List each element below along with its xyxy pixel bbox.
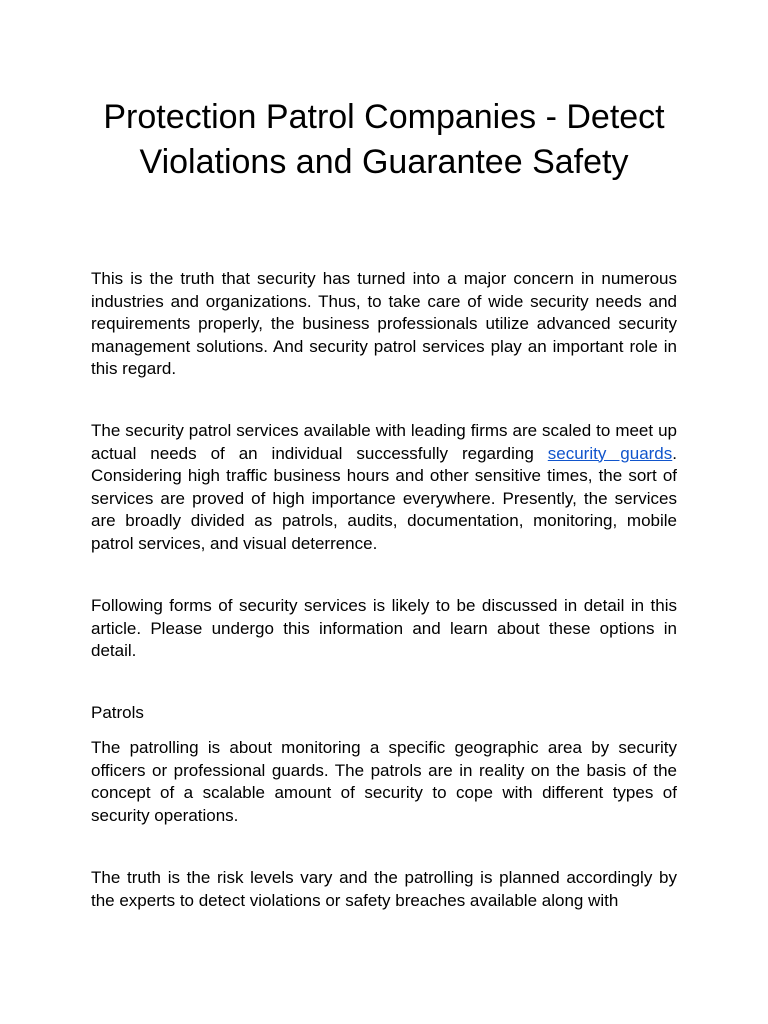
paragraph-intro: This is the truth that security has turned into a major concern in numerous industries and organizations. Thus, to take care of wide security needs and requirements properly, the business professionals utilize advanced security management solutions. And security patrol services play an important role in this regard.: [91, 269, 677, 378]
paragraph-forms: Following forms of security services is likely to be discussed in detail in this article. Please undergo this information and learn about these options in detail.: [91, 596, 677, 660]
paragraph-services-text-after: . Considering high traffic business hours and other sensitive times, the sort of services are proved of high importance everywhere. Presently, the services are broadly divided as patrols, audits, documentation, monitoring, mobile patrol services, and visual deterrence.: [91, 443, 677, 553]
paragraph-risk-levels: The truth is the risk levels vary and the patrolling is planned accordingly by the experts to detect violations or safety breaches available along with: [91, 868, 677, 910]
section-heading-patrols: Patrols: [91, 703, 144, 722]
security-guards-link[interactable]: security guards: [547, 443, 673, 463]
paragraph-patrolling: The patrolling is about monitoring a specific geographic area by security officers or professional guards. The patrols are in reality on the basis of the concept of a scalable amount of security to cope with different types of security operations.: [91, 738, 677, 825]
document-title: Protection Patrol Companies - Detect Violations and Guarantee Safety: [103, 98, 665, 181]
paragraph-services-text-before: The security patrol services available with leading firms are scaled to meet up actual needs of an individual successfully regarding: [91, 421, 677, 463]
paragraph-services: [91, 420, 677, 555]
